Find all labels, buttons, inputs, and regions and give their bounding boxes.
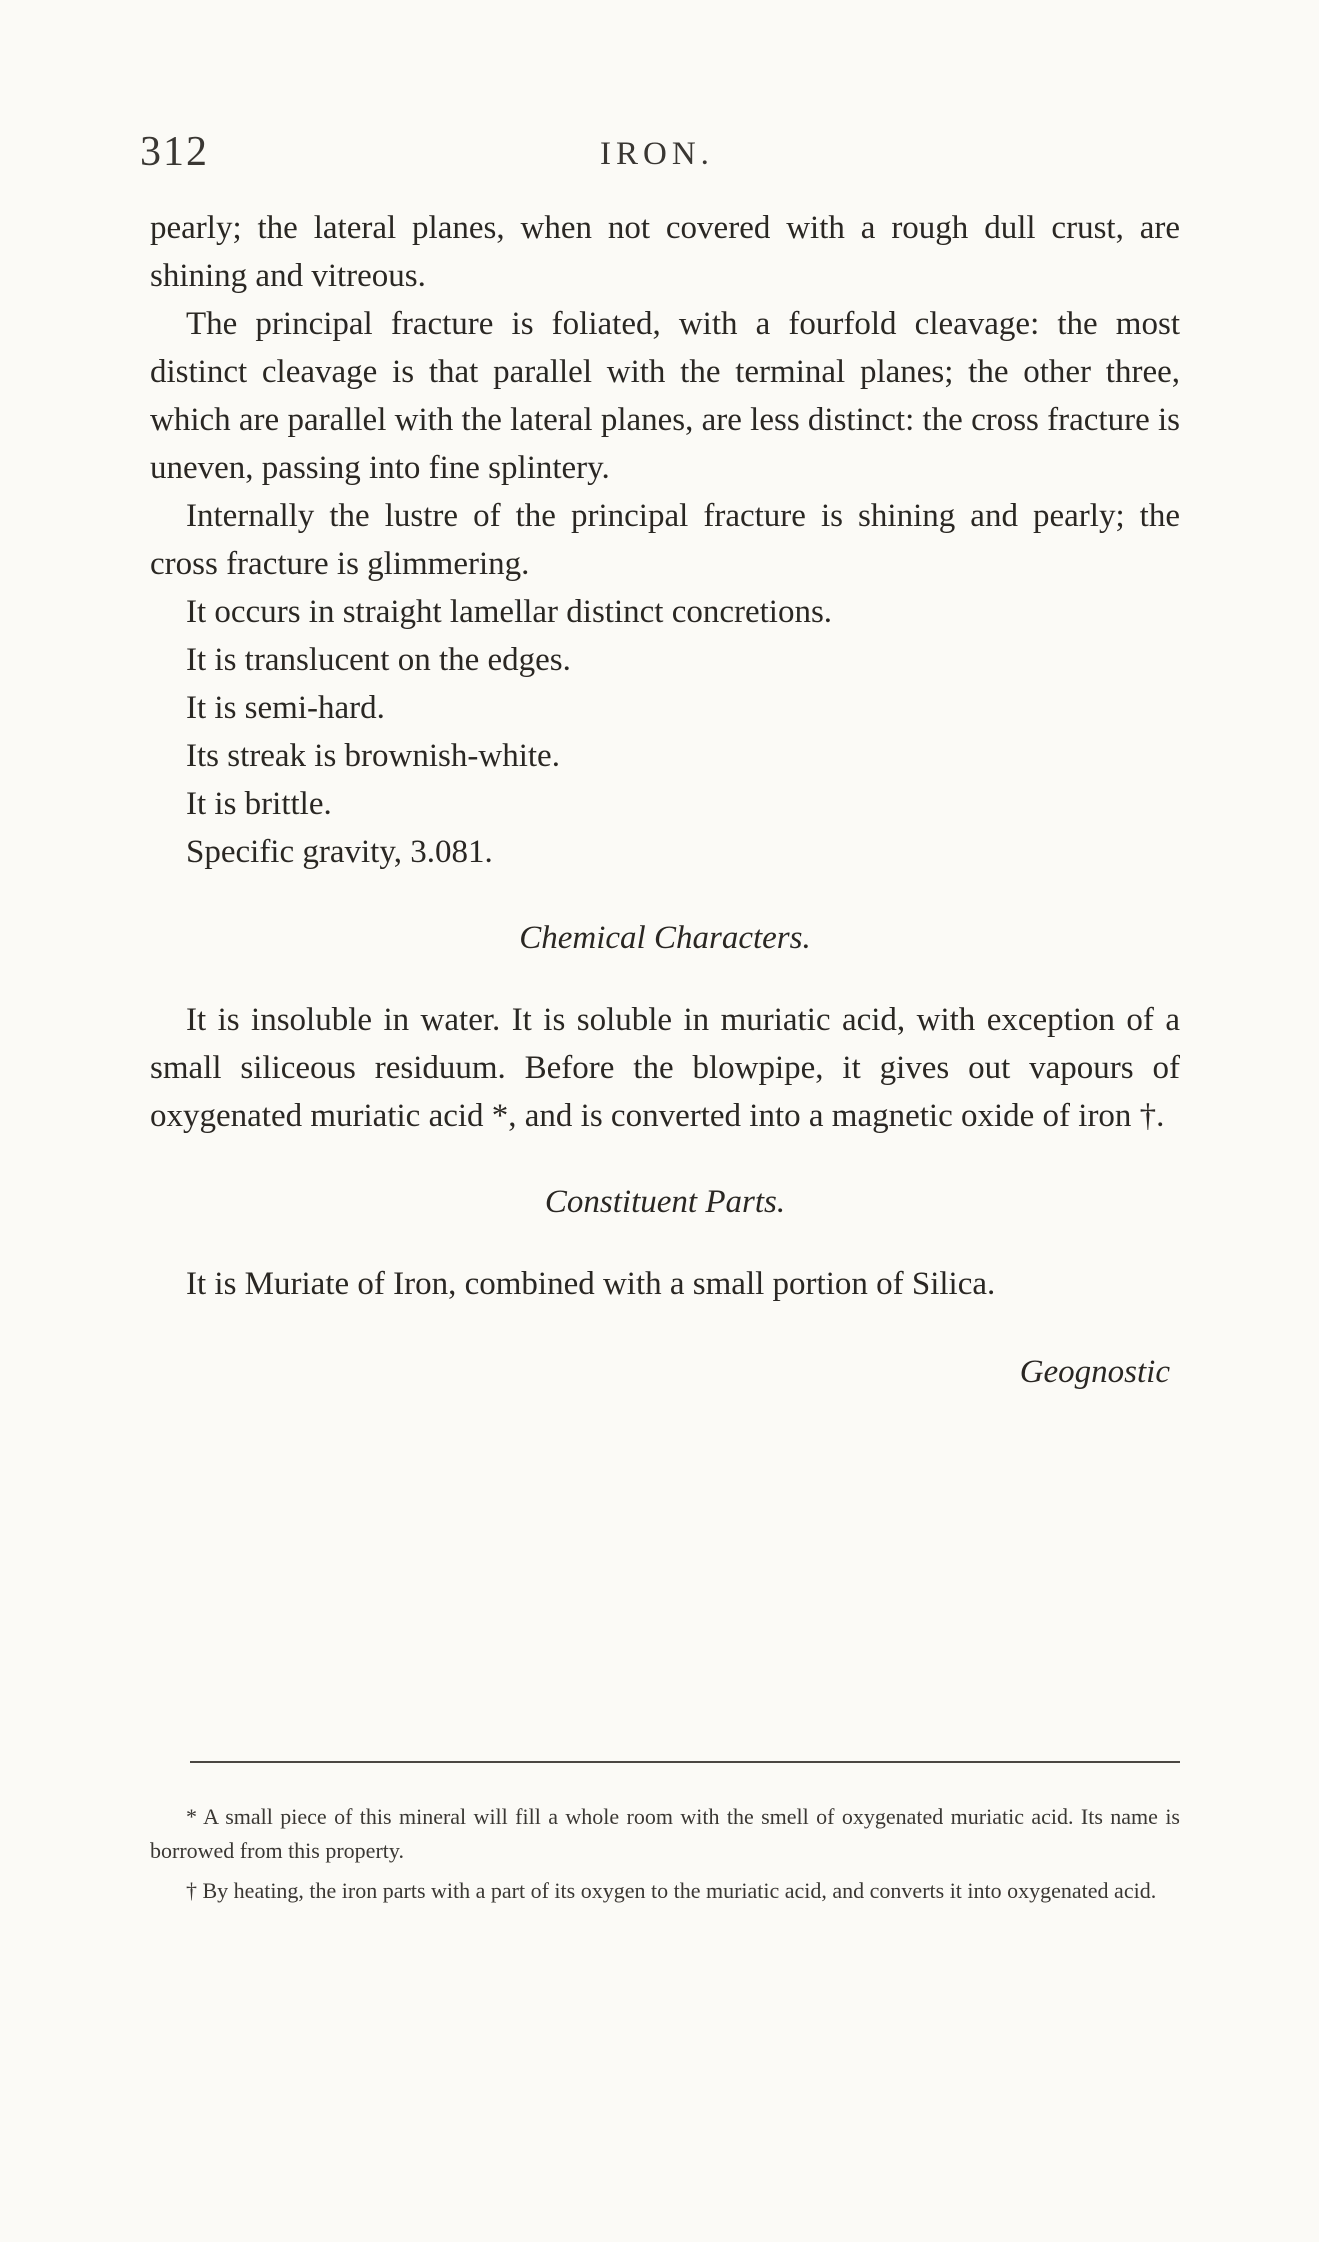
footnote-dagger: † By heating, the iron parts with a part of its oxygen to the muriatic acid, and converts it into oxygenated acid. <box>186 1878 1157 1903</box>
running-head: IRON. <box>600 136 714 172</box>
section-heading-chemical: Chemical Characters. <box>519 920 811 956</box>
paragraph-specific-gravity: Specific gravity, 3.081. <box>186 834 493 870</box>
section-heading-constituent: Constituent Parts. <box>544 1184 786 1220</box>
paragraph-lustre: Internally the lustre of the principal fracture is shining and pearly; the cross fracture is glimmering. <box>150 498 1180 582</box>
paragraph-translucency: It is translucent on the edges. <box>186 642 571 678</box>
paragraph-chemical-characters: It is insoluble in water. It is soluble in muriatic acid, with exception of a small siliceous residuum. Before the blowpipe, it gives out vapours of oxygenated muriatic acid *, and is converted into a magnetic oxide of iron †. <box>150 1002 1180 1134</box>
paragraph-streak: Its streak is brownish-white. <box>186 738 560 774</box>
footnote-asterisk: * A small piece of this mineral will fill a whole room with the smell of oxygenated muriatic acid. Its name is borrowed from this property. <box>150 1804 1180 1863</box>
footnote-divider <box>190 1761 1180 1763</box>
paragraph-continuation: pearly; the lateral planes, when not covered with a rough dull crust, are shining and vitreous. <box>150 210 1180 294</box>
page-number: 312 <box>140 129 209 175</box>
body-text <box>150 204 1180 1396</box>
page-header <box>140 128 1180 178</box>
paragraph-fracture: The principal fracture is foliated, with a fourfold cleavage: the most distinct cleavage is that parallel with the terminal planes; the other three, which are parallel with the lateral planes, are less distinct: the cross fracture is uneven, passing into fine splintery. <box>150 306 1180 486</box>
catchword: Geognostic <box>1019 1354 1170 1390</box>
paragraph-hardness: It is semi-hard. <box>186 690 385 726</box>
paragraph-concretions: It occurs in straight lamellar distinct concretions. <box>186 594 833 630</box>
paragraph-constituent-parts: It is Muriate of Iron, combined with a small portion of Silica. <box>186 1266 996 1302</box>
footnotes <box>150 1800 1180 1914</box>
paragraph-brittleness: It is brittle. <box>186 786 332 822</box>
